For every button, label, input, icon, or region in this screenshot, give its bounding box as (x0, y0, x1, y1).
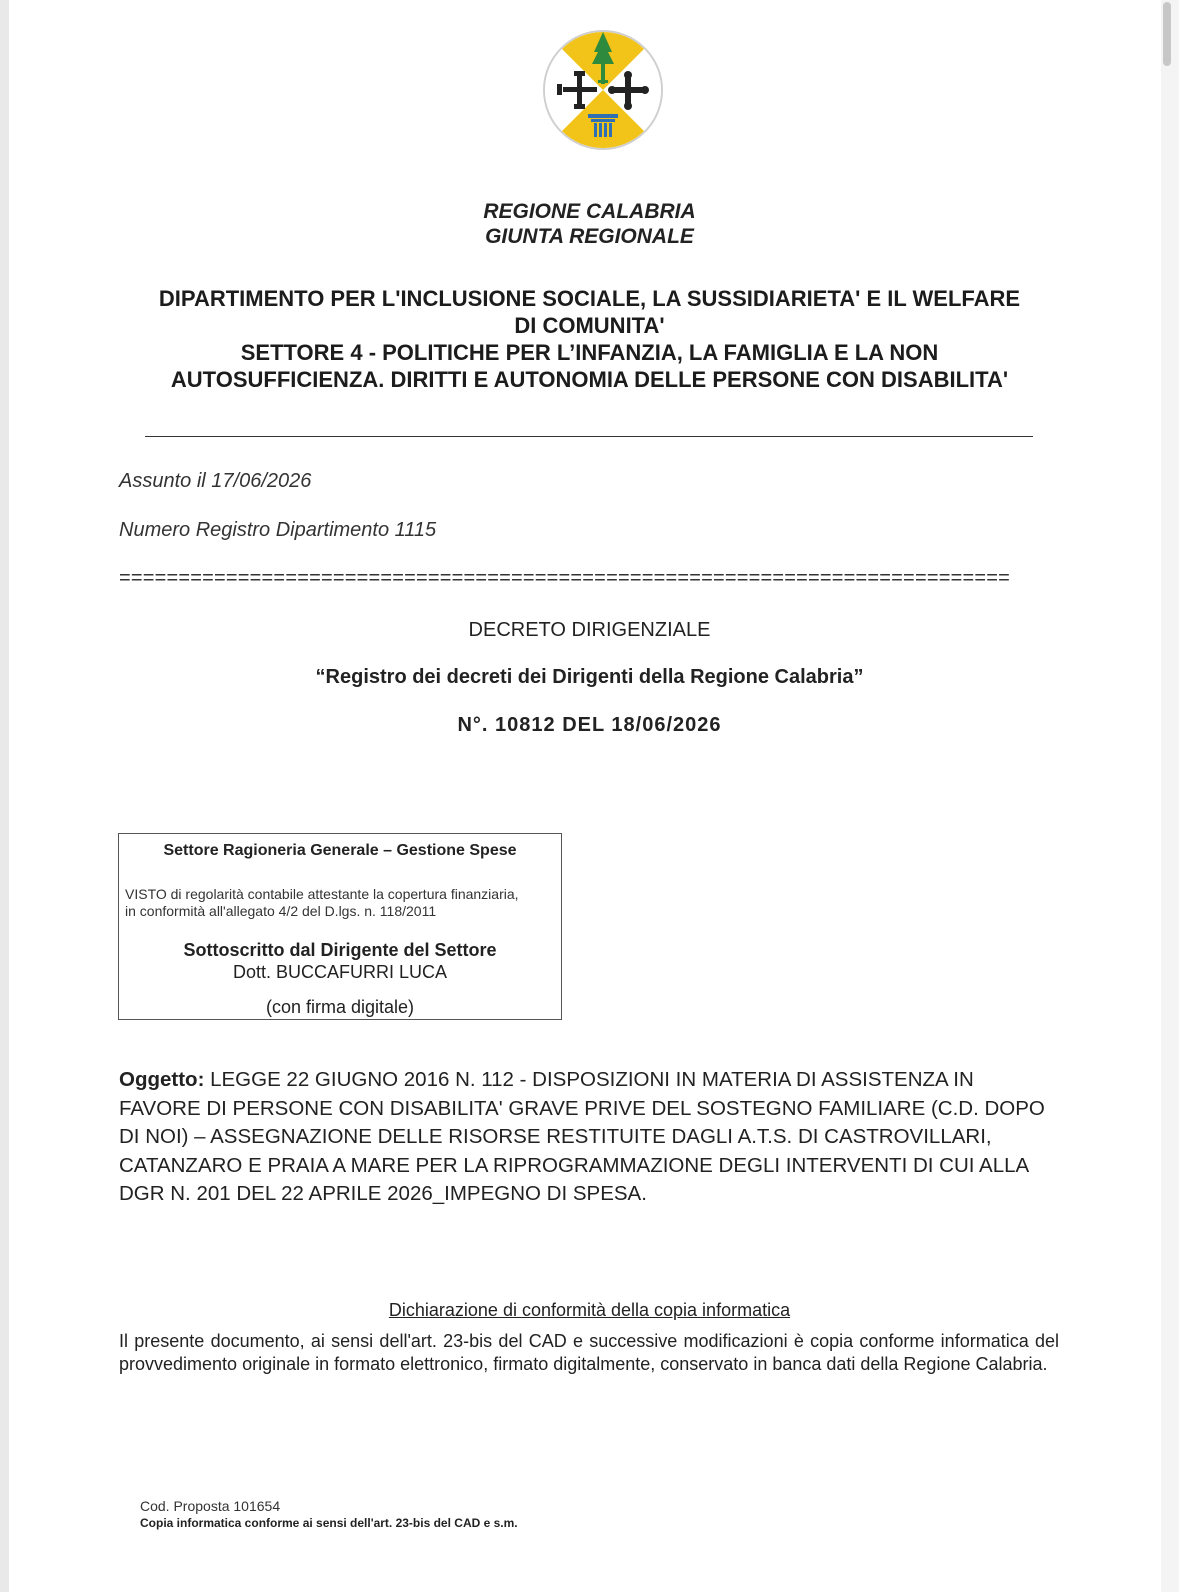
equals-separator: =========================================================================== (119, 568, 1010, 588)
copia-conforme-note: Copia informatica conforme ai sensi dell'art. 23-bis del CAD e s.m. (140, 1516, 518, 1530)
conformity-body: Il presente documento, ai sensi dell'art. 23-bis del CAD e successive modificazioni è copia conforme informatica del provvedimento originale in formato elettronico, firmato digitalmente, conservato in banca dati della Regione Calabria. (119, 1331, 1059, 1374)
visto-line-1: VISTO di regolarità contabile attestante la copertura finanziaria, (125, 886, 519, 902)
decree-number: N°. 10812 DEL 18/06/2026 (457, 714, 722, 736)
visto-line-2: in conformità all'allegato 4/2 del D.lgs. n. 118/2011 (125, 903, 437, 919)
department-line-1: DIPARTIMENTO PER L'INCLUSIONE SOCIALE, LA SUSSIDIARIETA' E IL WELFARE (158, 286, 1021, 311)
oggetto-text: LEGGE 22 GIUGNO 2016 N. 112 - DISPOSIZIONI IN MATERIA DI ASSISTENZA IN FAVORE DI PERSONE CON DISABILITA' GRAVE PRIVE DEL SOSTEGNO FAMILIARE (C.D. DOPO DI NOI) – ASSEGNAZIONE DELLE RISORSE RESTITUITE DAGLI A.T.S. DI CASTROVILLARI, CATANZARO E PRAIA A MARE PER LA RIPROGRAMMAZIONE DEGLI INTERVENTI DI CUI ALLA DGR N. 201 DEL 22 APRILE 2026_IMPEGNO DI SPESA. (119, 1068, 1045, 1205)
scrollbar-thumb[interactable] (1163, 2, 1171, 66)
sector-line-2: AUTOSUFFICIENZA. DIRITTI E AUTONOMIA DELLE PERSONE CON DISABILITA' (170, 367, 1009, 392)
regione-calabria-coat-of-arms-icon (542, 28, 664, 158)
signer-name: Dott. BUCCAFURRI LUCA (232, 962, 448, 982)
sector-line-1: SETTORE 4 - POLITICHE PER L’INFANZIA, LA FAMIGLIA E LA NON (240, 340, 939, 365)
digital-signature-note: (con firma digitale) (265, 997, 415, 1017)
header-divider (145, 436, 1033, 437)
visto-box (118, 833, 562, 1020)
region-name: REGIONE CALABRIA (483, 200, 696, 223)
decree-registry: “Registro dei decreti dei Dirigenti della Regione Calabria” (315, 666, 864, 688)
numero-registro: Numero Registro Dipartimento 1115 (119, 519, 437, 541)
giunta-name: GIUNTA REGIONALE (485, 225, 694, 248)
oggetto-label: Oggetto: (119, 1068, 205, 1091)
visto-box-title: Settore Ragioneria Generale – Gestione Spese (163, 842, 517, 859)
assunto-date: Assunto il 17/06/2026 (119, 470, 312, 492)
decree-type: DECRETO DIRIGENZIALE (468, 619, 711, 641)
conformity-title: Dichiarazione di conformità della copia informatica (388, 1300, 791, 1320)
department-line-2: DI COMUNITA' (514, 313, 665, 338)
signed-by: Sottoscritto dal Dirigente del Settore (183, 940, 497, 960)
oggetto-paragraph (119, 1066, 1049, 1209)
cod-proposta: Cod. Proposta 101654 (140, 1498, 281, 1514)
visto-text (125, 886, 561, 920)
